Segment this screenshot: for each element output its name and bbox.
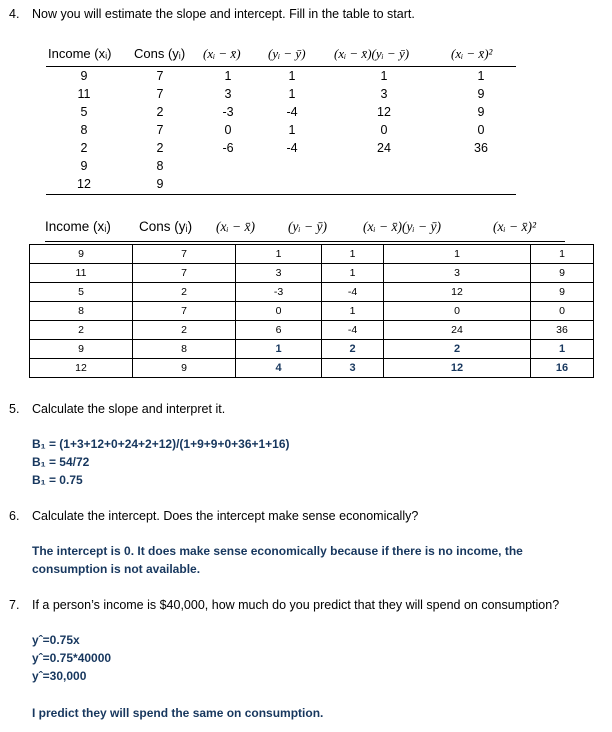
table-2-cell: 1 — [322, 245, 384, 264]
table-1-bottom-rule — [46, 194, 516, 195]
table-2-header-cons: Cons (yᵢ) — [139, 219, 193, 234]
table-1-cell: 1 — [288, 69, 296, 83]
slope-formula-line: B₁ = (1+3+12+0+24+2+12)/(1+9+9+0+36+1+16) — [32, 437, 290, 451]
question-7-number: 7. — [9, 598, 20, 612]
table-1-header-xdev-sq: (xᵢ − x̄)² — [451, 46, 493, 61]
table-2-header-rule — [45, 241, 565, 242]
table-2-cell: 7 — [133, 264, 236, 283]
table-2-cell: 1 — [322, 302, 384, 321]
table-1-cell: 12 — [377, 105, 391, 119]
table-2-cell: 1 — [322, 264, 384, 283]
table-1-cell — [354, 157, 414, 175]
table-2-cell: 2 — [384, 340, 531, 359]
table-1-cell: 11 — [77, 87, 91, 101]
table-2-cell: 11 — [30, 264, 133, 283]
table-1-cell: 24 — [377, 141, 391, 155]
table-1-cell: 1 — [380, 69, 388, 83]
table-2-cell: 1 — [236, 340, 322, 359]
table-2-header-xdev: (xᵢ − x̄) — [216, 219, 255, 234]
table-2-cell: 9 — [30, 245, 133, 264]
table-1-cell: 36 — [474, 141, 488, 155]
table-1-cell: 8 — [156, 159, 164, 173]
table-2-cell: 12 — [384, 283, 531, 302]
table-2-header-ydev: (yᵢ − ȳ) — [288, 219, 327, 234]
table-2-cell: 3 — [384, 264, 531, 283]
table-2-cell: 24 — [384, 321, 531, 340]
table-1-cell: 9 — [80, 69, 88, 83]
table-2-cell: -3 — [236, 283, 322, 302]
table-1-header-xydev: (xᵢ − x̄)(yᵢ − ȳ) — [334, 46, 410, 61]
slope-result-line: B₁ = 0.75 — [32, 473, 83, 487]
table-2-cell: 2 — [133, 321, 236, 340]
intercept-answer-line-1: The intercept is 0. It does make sense economically because if there is no income, the — [32, 544, 523, 558]
table-1-cell: 12 — [77, 177, 91, 191]
table-2-row — [30, 321, 594, 340]
table-2-cell: 36 — [531, 321, 594, 340]
prediction-substitution-line: yˆ=0.75*40000 — [32, 651, 112, 665]
table-1-cell: 1 — [288, 87, 296, 101]
table-2-header-xdev-sq: (xᵢ − x̄)² — [493, 219, 537, 234]
table-2-cell: 3 — [236, 264, 322, 283]
question-7-text: If a person’s income is $40,000, how much do you predict that they will spend on consumption? — [32, 598, 560, 612]
prediction-answer: I predict they will spend the same on consumption. — [32, 706, 324, 720]
table-2-row — [30, 359, 594, 378]
table-2-cell: 9 — [531, 264, 594, 283]
question-4-text: Now you will estimate the slope and intercept. Fill in the table to start. — [32, 7, 415, 21]
table-1-cell — [262, 175, 322, 193]
table-1-cell: -4 — [286, 105, 298, 119]
table-2-cell: 0 — [236, 302, 322, 321]
question-6-text: Calculate the intercept. Does the intercept make sense economically? — [32, 509, 419, 523]
table-1-cell — [451, 157, 511, 175]
table-2-cell: 9 — [30, 340, 133, 359]
table-1-cell: 0 — [380, 123, 388, 137]
table-1-cell — [198, 175, 258, 193]
table-1-cell: -4 — [286, 141, 298, 155]
table-1-cell — [198, 157, 258, 175]
table-2-cell: 2 — [133, 283, 236, 302]
table-2-cell: 8 — [133, 340, 236, 359]
table-1-cell: 7 — [156, 123, 164, 137]
table-2-cell: 7 — [133, 245, 236, 264]
question-6-number: 6. — [9, 509, 20, 523]
table-1-cell: 1 — [288, 123, 296, 137]
table-1-cell: 2 — [156, 141, 164, 155]
intercept-answer-line-2: consumption is not available. — [32, 562, 201, 576]
table-2-cell: 2 — [30, 321, 133, 340]
table-2-row — [30, 264, 594, 283]
table-2-cell: 9 — [133, 359, 236, 378]
table-1-cell: 2 — [156, 105, 164, 119]
table-2-cell: 16 — [531, 359, 594, 378]
table-2-row — [30, 245, 594, 264]
table-2-cell: 1 — [384, 245, 531, 264]
table-2-cell: 0 — [531, 302, 594, 321]
table-1-cell: -3 — [222, 105, 234, 119]
table-1-cell — [262, 157, 322, 175]
table-2-cell: 0 — [384, 302, 531, 321]
table-1-header-cons: Cons (yᵢ) — [134, 46, 186, 61]
table-2-cell: 1 — [531, 340, 594, 359]
table-2-cell: -4 — [322, 283, 384, 302]
question-5-number: 5. — [9, 402, 20, 416]
table-1-cell: 2 — [80, 141, 88, 155]
table-1-cell: 9 — [477, 105, 485, 119]
table-1-cell: 9 — [156, 177, 164, 191]
table-1-header-income: Income (xᵢ) — [48, 46, 112, 61]
table-2-cell: 8 — [30, 302, 133, 321]
table-2-header-income: Income (xᵢ) — [45, 219, 111, 234]
table-2-cell: 3 — [322, 359, 384, 378]
table-2-cell: 5 — [30, 283, 133, 302]
table-2-cell: 9 — [531, 283, 594, 302]
table-1-cell: -6 — [222, 141, 234, 155]
table-2-row — [30, 340, 594, 359]
table-1-cell: 1 — [477, 69, 485, 83]
table-1-cell: 7 — [156, 69, 164, 83]
table-1-cell: 7 — [156, 87, 164, 101]
table-1-cell: 0 — [477, 123, 485, 137]
table-2-cell: 4 — [236, 359, 322, 378]
table-2-row — [30, 302, 594, 321]
table-1-cell: 9 — [80, 159, 88, 173]
prediction-result-line: yˆ=30,000 — [32, 669, 87, 683]
question-4-number: 4. — [9, 7, 20, 21]
table-1-cell: 3 — [224, 87, 232, 101]
table-2-cell: 2 — [322, 340, 384, 359]
table-1-cell: 3 — [380, 87, 388, 101]
table-2-header-xydev: (xᵢ − x̄)(yᵢ − ȳ) — [363, 219, 441, 234]
table-1-header-xdev: (xᵢ − x̄) — [203, 46, 241, 61]
table-1-header-ydev: (yᵢ − ȳ) — [268, 46, 306, 61]
table-1-cell: 9 — [477, 87, 485, 101]
table-1-cell — [451, 175, 511, 193]
table-2-cell: 12 — [30, 359, 133, 378]
table-2-cell: 6 — [236, 321, 322, 340]
table-2-cell: 1 — [236, 245, 322, 264]
table-1-cell: 1 — [224, 69, 232, 83]
slope-fraction-line: B₁ = 54/72 — [32, 455, 90, 469]
prediction-equation-line: yˆ=0.75x — [32, 633, 80, 647]
table-1-cell: 5 — [80, 105, 88, 119]
table-2-cell: -4 — [322, 321, 384, 340]
table-2-cell: 7 — [133, 302, 236, 321]
table-2 — [29, 244, 594, 378]
table-2-cell: 1 — [531, 245, 594, 264]
table-1-cell — [354, 175, 414, 193]
table-2-cell: 12 — [384, 359, 531, 378]
table-1-cell: 0 — [224, 123, 232, 137]
question-5-text: Calculate the slope and interpret it. — [32, 402, 226, 416]
table-2-row — [30, 283, 594, 302]
table-1-cell: 8 — [80, 123, 88, 137]
